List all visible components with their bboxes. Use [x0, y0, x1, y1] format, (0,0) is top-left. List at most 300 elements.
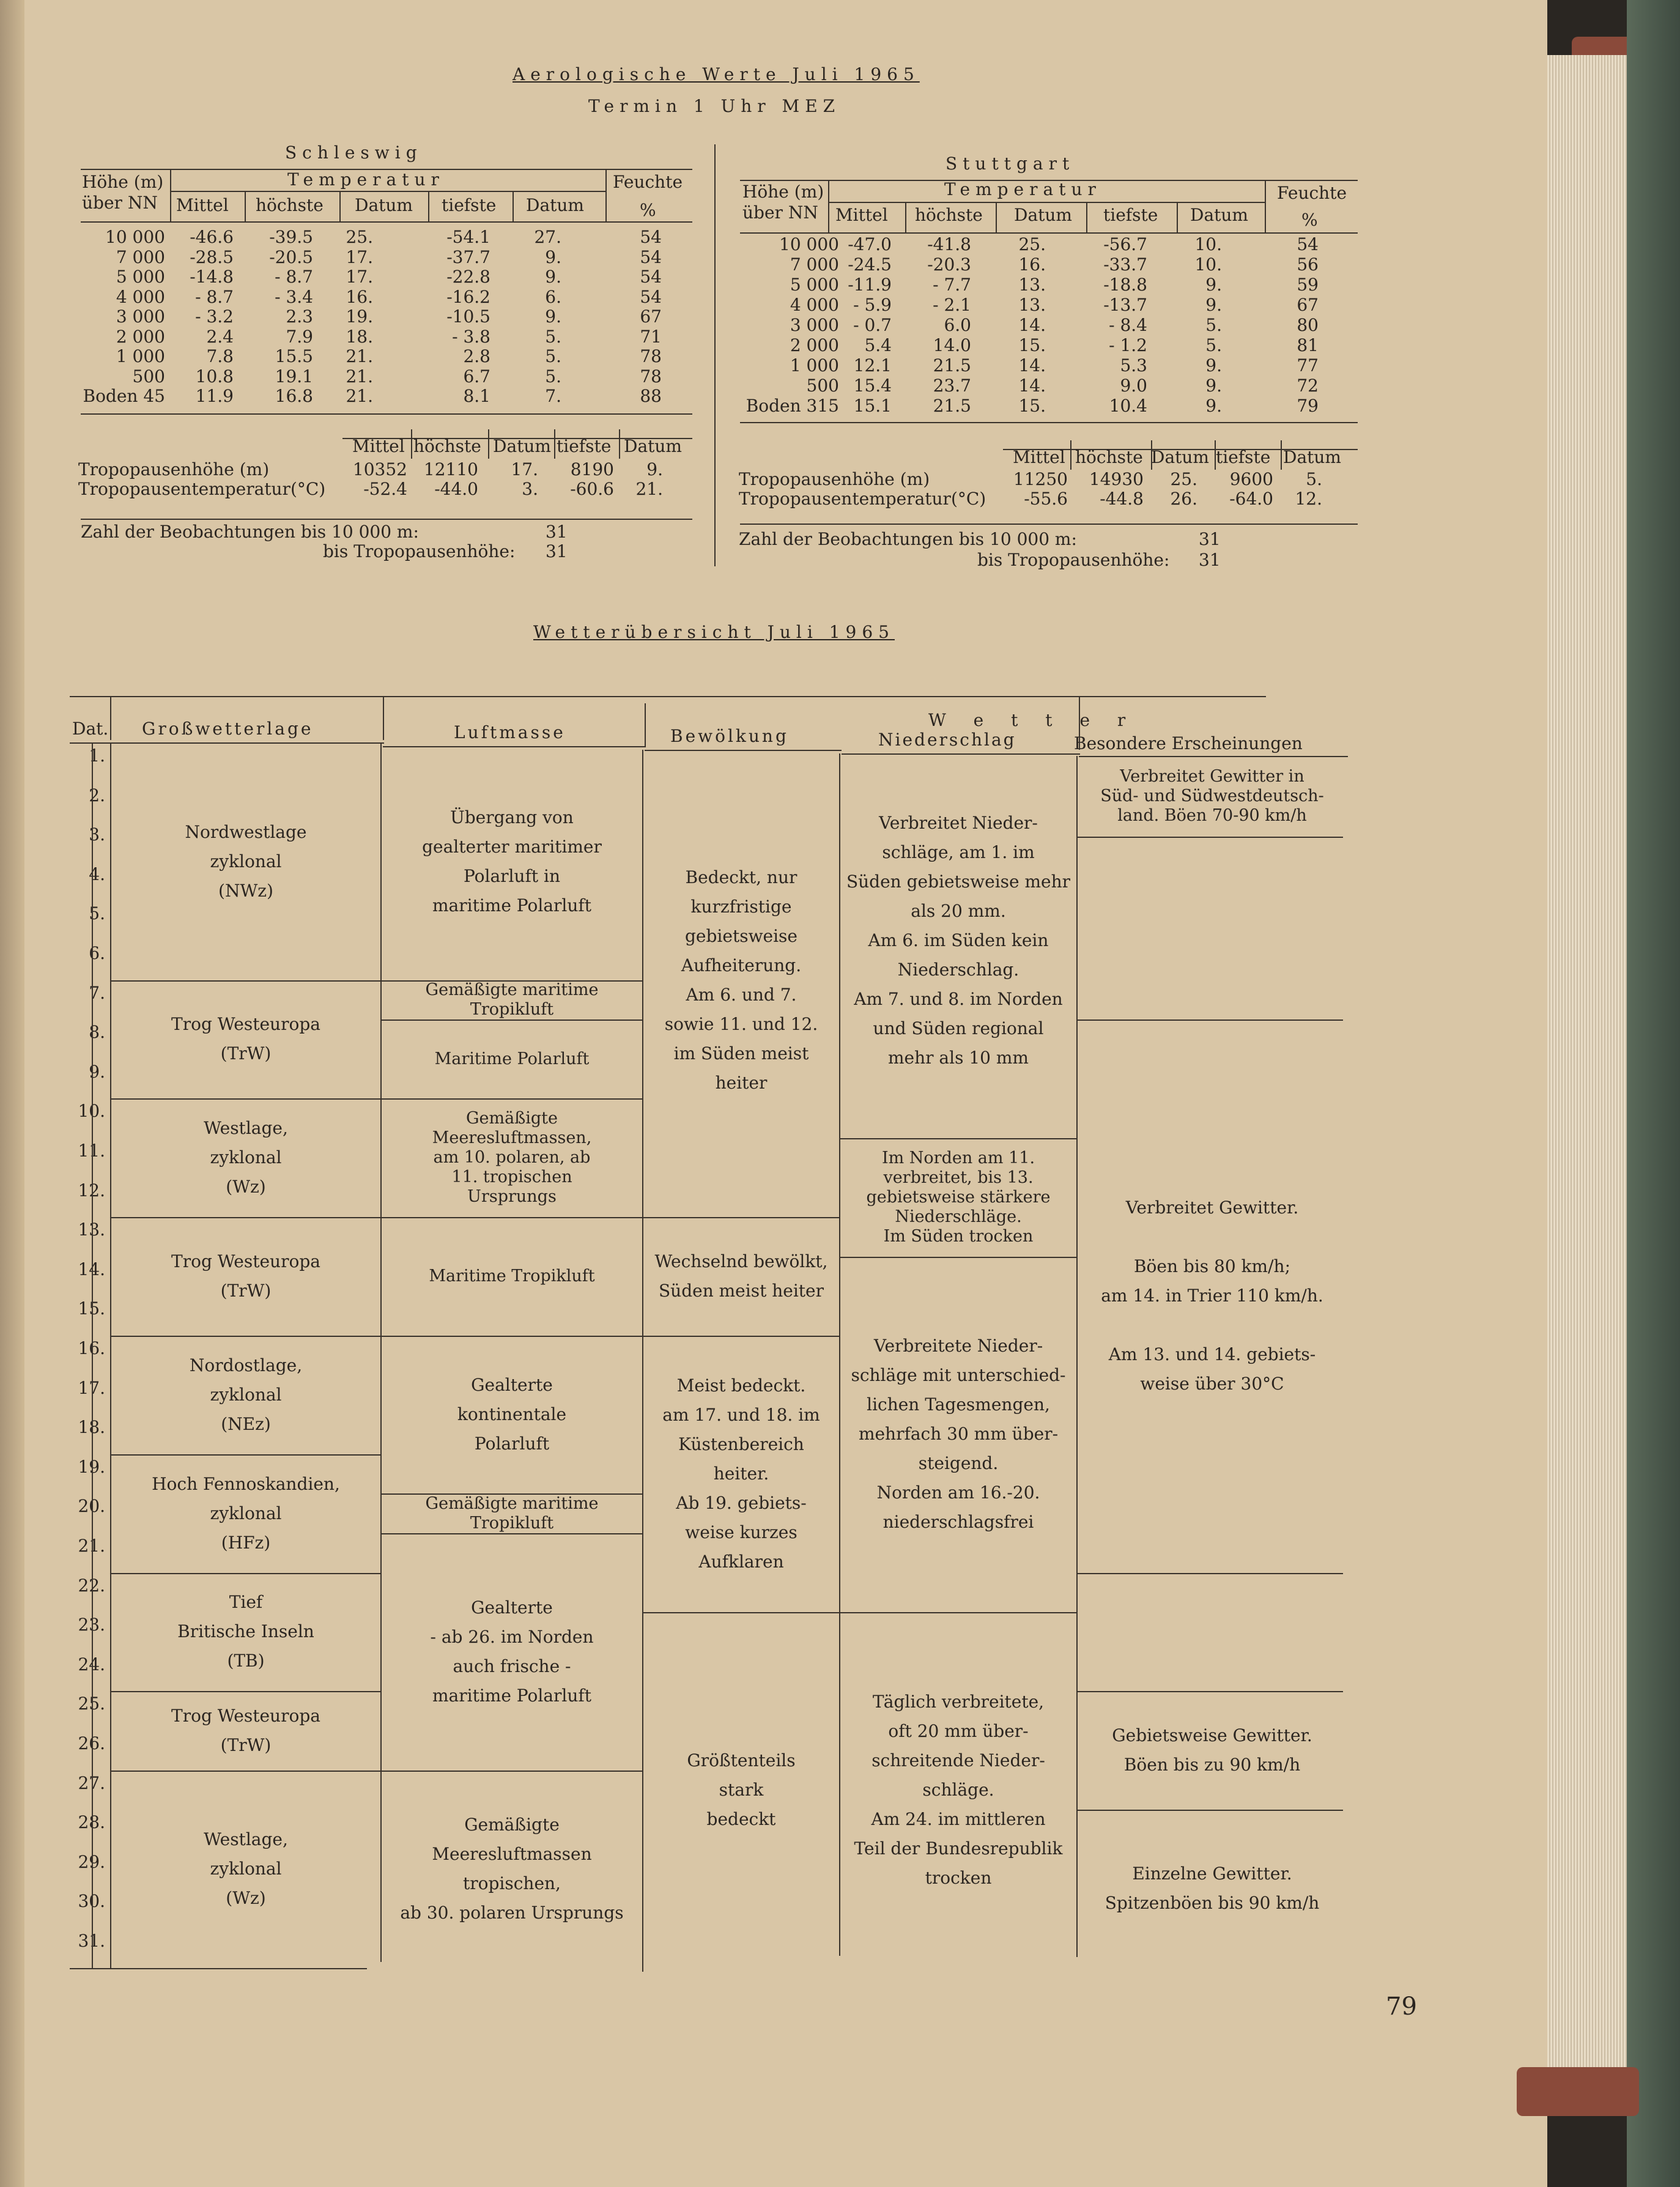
value-cell: 54: [1297, 234, 1319, 254]
rule: [339, 191, 341, 221]
rule: [642, 750, 643, 1972]
value-cell: -37.7: [446, 246, 490, 267]
gross-text: Tief Britische Inseln (TB): [177, 1592, 314, 1671]
obs-value: 31: [1199, 550, 1221, 570]
nieder-cell: [842, 1257, 1075, 1612]
value-cell: - 3.2: [195, 306, 234, 327]
bew-text: Größtenteils stark bedeckt: [687, 1750, 796, 1829]
rule: [740, 232, 1358, 234]
bew-cell: [645, 1336, 838, 1612]
value-cell: - 8.4: [1109, 315, 1147, 335]
value-cell: 78: [640, 366, 662, 387]
value-cell: -20.5: [269, 246, 313, 267]
rule: [1076, 1573, 1343, 1574]
value-cell: 59: [1297, 275, 1319, 295]
obs-label: Zahl der Beobachtungen bis 10 000 m:: [81, 522, 419, 542]
value-cell: -16.2: [446, 286, 490, 307]
value-cell: 67: [1297, 295, 1319, 315]
date-label: 1.: [89, 746, 105, 766]
value-cell: 54: [640, 246, 662, 267]
gross-text: Trog Westeuropa (TrW): [171, 1705, 320, 1755]
tp-temp-label: Tropopausentemperatur(°C): [78, 479, 326, 499]
bew-text: Wechselnd bewölkt, Süden meist heiter: [654, 1251, 828, 1301]
value-cell: 16.8: [275, 386, 313, 406]
value-cell: -33.7: [1103, 254, 1147, 275]
tp-height-label: Tropopausenhöhe (m): [78, 459, 270, 479]
date-label: 20.: [78, 1496, 105, 1517]
rule: [380, 742, 382, 1962]
value-cell: 2.4: [206, 326, 234, 347]
value-cell: 5.: [1205, 315, 1222, 335]
date-label: 30.: [78, 1891, 105, 1912]
nieder-cell: [842, 743, 1075, 1138]
header-grosswetterlage: Großwetterlage: [142, 719, 314, 739]
value-cell: 56: [1297, 254, 1319, 275]
value-cell: 7.: [545, 386, 561, 406]
gross-text: Westlage, zyklonal (Wz): [204, 1829, 288, 1909]
value-cell: 21.: [346, 346, 373, 366]
tp-value: -60.6: [570, 479, 614, 499]
value-cell: - 8.7: [195, 286, 234, 307]
value-cell: 15.5: [275, 346, 313, 366]
value-cell: 12.1: [853, 355, 892, 376]
date-label: 9.: [89, 1061, 105, 1082]
date-label: 21.: [78, 1536, 105, 1556]
value-cell: 7.9: [286, 326, 313, 347]
value-cell: 14.0: [933, 335, 971, 355]
header-temperatur: Temperatur: [287, 169, 445, 190]
value-cell: 72: [1297, 376, 1319, 396]
gross-cell: [113, 1691, 379, 1770]
rule: [81, 519, 692, 520]
date-label: 5.: [89, 903, 105, 924]
rule: [839, 753, 840, 1956]
height-cell: 3 000: [790, 315, 839, 335]
date-label: 19.: [78, 1456, 105, 1477]
date-label: 11.: [78, 1141, 105, 1161]
height-cell: 5 000: [116, 267, 165, 287]
rule: [619, 429, 620, 459]
col-hoechste: höchste: [256, 195, 324, 215]
value-cell: 77: [1297, 355, 1319, 376]
rule: [554, 429, 555, 459]
tp-value: 25.: [1170, 469, 1197, 489]
date-label: 6.: [89, 943, 105, 963]
value-cell: 25.: [346, 227, 373, 247]
rule: [1076, 837, 1343, 838]
luft-text: Gealterte - ab 26. im Norden auch frische - maritime Polarluft: [430, 1597, 594, 1706]
rule: [411, 429, 412, 459]
value-cell: 15.: [1018, 396, 1046, 416]
header-hoehe: Höhe (m): [82, 172, 164, 192]
tp-col-header: Datum: [624, 436, 682, 456]
value-cell: 9.: [1205, 355, 1222, 376]
value-cell: -10.5: [446, 306, 490, 327]
luft-cell: [383, 1771, 641, 1968]
height-cell: Boden 45: [83, 386, 165, 406]
rule: [1076, 1810, 1343, 1811]
tp-value: 5.: [1306, 469, 1322, 489]
gross-text: Westlage, zyklonal (Wz): [204, 1118, 288, 1197]
date-label: 13.: [78, 1219, 105, 1240]
rule: [1076, 756, 1078, 1957]
value-cell: 15.1: [853, 396, 892, 416]
value-cell: - 0.7: [853, 315, 892, 335]
luft-cell: [383, 1533, 641, 1771]
value-cell: 21.5: [933, 355, 971, 376]
value-cell: 80: [1297, 315, 1319, 335]
nieder-text: Verbreitet Nieder- schläge, am 1. im Süden gebietsweise mehr als 20 mm. Am 6. im Süden kein Niederschlag. Am 7. und 8. im Norden und Süden regional mehr als 10 mm: [846, 813, 1071, 1068]
value-cell: 6.: [545, 286, 561, 307]
rule: [1079, 697, 1080, 750]
value-cell: 6.7: [463, 366, 490, 387]
value-cell: 10.4: [1109, 396, 1147, 416]
tp-value: -44.8: [1100, 489, 1144, 509]
value-cell: 67: [640, 306, 662, 327]
date-label: 15.: [78, 1298, 105, 1319]
tp-value: -52.4: [363, 479, 407, 499]
date-label: 26.: [78, 1733, 105, 1753]
value-cell: 27.: [534, 227, 561, 247]
luft-cell: [383, 1217, 641, 1336]
value-cell: 5.: [545, 366, 561, 387]
rule: [383, 696, 384, 740]
tp-col-header: tiefste: [1216, 447, 1271, 467]
gross-text: Nordwestlage zyklonal (NWz): [185, 821, 307, 901]
luft-cell: [383, 1019, 641, 1098]
tp-value: 14930: [1089, 469, 1144, 489]
value-cell: -18.8: [1103, 275, 1147, 295]
col-datum: Datum: [355, 195, 413, 215]
date-label: 24.: [78, 1654, 105, 1674]
value-cell: -22.8: [446, 267, 490, 287]
rule: [171, 191, 605, 192]
tp-height-label: Tropopausenhöhe (m): [739, 469, 930, 489]
bew-cell: [645, 1217, 838, 1336]
gross-text: Hoch Fennoskandien, zyklonal (HFz): [152, 1473, 340, 1553]
date-label: 10.: [78, 1101, 105, 1122]
value-cell: 8.1: [463, 386, 490, 406]
date-label: 2.: [89, 785, 105, 805]
tp-value: 9.: [646, 459, 663, 479]
value-cell: 14.: [1018, 355, 1046, 376]
bew-text: Bedeckt, nur kurzfristige gebietsweise Aufheiterung. Am 6. und 7. sowie 11. und 12. im Süden meist heiter: [664, 867, 818, 1093]
besondere-text: Einzelne Gewitter. Spitzenböen bis 90 km/h: [1105, 1863, 1320, 1914]
luft-text: Gemäßigte maritime Tropikluft: [425, 1493, 599, 1533]
value-cell: 9.: [545, 306, 561, 327]
value-cell: -39.5: [269, 227, 313, 247]
gross-text: Nordostlage, zyklonal (NEz): [189, 1355, 303, 1434]
column-divider: [714, 144, 716, 566]
obs-label: bis Tropopausenhöhe:: [977, 550, 1170, 570]
date-label: 3.: [89, 824, 105, 845]
value-cell: -41.8: [927, 234, 971, 254]
header-niederschlag: Niederschlag: [878, 730, 1016, 750]
gross-cell: [113, 743, 379, 980]
value-cell: 21.: [346, 386, 373, 406]
value-cell: 54: [640, 227, 662, 247]
gross-cell: [113, 1454, 379, 1573]
nieder-text: Verbreitete Nieder- schläge mit unterschied- lichen Tagesmengen, mehrfach 30 mm über- steigend. Norden am 16.-20. niederschlagsfrei: [851, 1336, 1066, 1533]
height-cell: 10 000: [105, 227, 165, 247]
col-tiefste: tiefste: [1103, 205, 1158, 225]
value-cell: 21.: [346, 366, 373, 387]
value-cell: 9.0: [1120, 376, 1147, 396]
value-cell: - 8.7: [275, 267, 313, 287]
luft-text: Maritime Polarluft: [434, 1049, 590, 1068]
rule: [81, 221, 692, 223]
nieder-text: Im Norden am 11. verbreitet, bis 13. gebietsweise stärkere Niederschläge. Im Süden trocken: [866, 1148, 1051, 1246]
header-percent: %: [640, 200, 656, 220]
header-bewoelkung: Bewölkung: [670, 726, 789, 746]
value-cell: 13.: [1018, 275, 1046, 295]
value-cell: -24.5: [848, 254, 892, 275]
besondere-text: Verbreitet Gewitter in Süd- und Südwestdeutsch- land. Böen 70-90 km/h: [1100, 767, 1324, 825]
rule: [645, 703, 646, 746]
value-cell: 17.: [346, 246, 373, 267]
nieder-text: Täglich verbreitete, oft 20 mm über- schreitende Nieder- schläge. Am 24. im mittleren Teil der Bundesrepublik trocken: [854, 1691, 1063, 1888]
rule: [110, 696, 111, 740]
value-cell: - 3.4: [275, 286, 313, 307]
gross-cell: [113, 1573, 379, 1692]
height-cell: 4 000: [790, 295, 839, 315]
value-cell: 14.: [1018, 376, 1046, 396]
height-cell: Boden 315: [746, 396, 839, 416]
luft-text: Gemäßigte Meeresluftmassen, am 10. polaren, ab 11. tropischen Ursprungs: [432, 1109, 592, 1207]
rule: [92, 742, 93, 1968]
rule: [488, 429, 489, 459]
value-cell: - 3.8: [452, 326, 490, 347]
tp-col-header: Datum: [493, 436, 551, 456]
header-luftmasse: Luftmasse: [454, 722, 566, 742]
value-cell: 14.: [1018, 315, 1046, 335]
header-percent: %: [1301, 210, 1318, 230]
bew-cell: [645, 743, 838, 1217]
date-label: 17.: [78, 1377, 105, 1398]
height-cell: 7 000: [790, 254, 839, 275]
value-cell: 16.: [1018, 254, 1046, 275]
date-label: 22.: [78, 1575, 105, 1596]
value-cell: 16.: [346, 286, 373, 307]
header-hoehe: Höhe (m): [742, 182, 824, 202]
value-cell: 21.5: [933, 396, 971, 416]
rule: [828, 180, 829, 232]
header-feuchte: Feuchte: [613, 172, 683, 192]
tp-value: 17.: [511, 459, 538, 479]
rule: [605, 169, 607, 221]
date-label: 23.: [78, 1615, 105, 1635]
date-label: 27.: [78, 1772, 105, 1793]
rule: [740, 422, 1358, 423]
rule: [513, 191, 514, 221]
value-cell: 15.4: [853, 376, 892, 396]
col-tiefste: tiefste: [442, 195, 497, 215]
rule: [70, 1968, 367, 1969]
rule: [740, 524, 1358, 525]
rule: [1281, 440, 1282, 470]
header-ueber-nn: über NN: [742, 202, 818, 223]
value-cell: 23.7: [933, 376, 971, 396]
value-cell: 9.: [1205, 295, 1222, 315]
tp-value: 21.: [635, 479, 663, 499]
value-cell: 88: [640, 386, 662, 406]
value-cell: 9.: [545, 267, 561, 287]
value-cell: 5.3: [1120, 355, 1147, 376]
gross-cell: [113, 1098, 379, 1217]
rule: [1151, 440, 1152, 470]
date-label: 12.: [78, 1180, 105, 1201]
tp-value: 8190: [570, 459, 614, 479]
rule: [1076, 1019, 1343, 1021]
page-number: 79: [1386, 1993, 1417, 2021]
value-cell: 5.: [545, 326, 561, 347]
value-cell: 78: [640, 346, 662, 366]
luft-cell: [383, 1493, 641, 1533]
header-besondere: Besondere Erscheinungen: [1074, 733, 1303, 753]
besondere-cell: [1079, 1691, 1345, 1810]
tp-value: 26.: [1170, 489, 1197, 509]
luft-text: Maritime Tropikluft: [429, 1267, 595, 1286]
luft-cell: [383, 1098, 641, 1217]
value-cell: 54: [640, 286, 662, 307]
rule: [245, 191, 246, 221]
gross-cell: [113, 1217, 379, 1336]
obs-value: 31: [546, 522, 568, 542]
book-cover: [1627, 0, 1680, 2187]
besondere-cell: [1079, 1019, 1345, 1572]
besondere-cell: [1079, 756, 1345, 837]
value-cell: 2.3: [286, 306, 313, 327]
gross-text: Trog Westeuropa (TrW): [171, 1014, 320, 1064]
height-cell: 500: [132, 366, 165, 387]
tp-value: 3.: [522, 479, 538, 499]
height-cell: 10 000: [779, 234, 839, 254]
value-cell: 10.: [1194, 254, 1222, 275]
luft-cell: [383, 1336, 641, 1493]
height-cell: 4 000: [116, 286, 165, 307]
header-wetter: W e t t e r: [928, 710, 1137, 730]
value-cell: 19.: [346, 306, 373, 327]
obs-value: 31: [546, 541, 568, 561]
value-cell: 19.1: [275, 366, 313, 387]
obs-label: Zahl der Beobachtungen bis 10 000 m:: [739, 529, 1077, 549]
col-datum: Datum: [526, 195, 584, 215]
value-cell: 5.4: [864, 335, 892, 355]
value-cell: -47.0: [848, 234, 892, 254]
luft-text: Gemäßigte maritime Tropikluft: [425, 980, 599, 1019]
value-cell: 79: [1297, 396, 1319, 416]
col-mittel: Mittel: [835, 205, 888, 225]
value-cell: 9.: [545, 246, 561, 267]
value-cell: 10.: [1194, 234, 1222, 254]
tp-col-header: Datum: [1151, 447, 1209, 467]
rule: [428, 191, 429, 221]
value-cell: 25.: [1018, 234, 1046, 254]
gross-cell: [113, 980, 379, 1099]
wetter-title: Wetterübersicht Juli 1965: [533, 622, 895, 642]
obs-value: 31: [1199, 529, 1221, 549]
besondere-cell: [1079, 1810, 1345, 1967]
height-cell: 2 000: [790, 335, 839, 355]
date-label: 4.: [89, 864, 105, 884]
date-label: 28.: [78, 1812, 105, 1833]
value-cell: 11.9: [195, 386, 234, 406]
tp-value: 9600: [1229, 469, 1273, 489]
nieder-cell: [842, 1138, 1075, 1257]
rule: [1177, 202, 1178, 232]
value-cell: 6.0: [944, 315, 971, 335]
value-cell: -56.7: [1103, 234, 1147, 254]
luft-cell: [383, 980, 641, 1020]
bew-text: Meist bedeckt. am 17. und 18. im Küstenbereich heiter. Ab 19. gebiets- weise kurzes Aufklaren: [662, 1375, 820, 1572]
date-label: 29.: [78, 1851, 105, 1872]
value-cell: 81: [1297, 335, 1319, 355]
tp-value: -64.0: [1229, 489, 1273, 509]
tp-value: 12.: [1295, 489, 1322, 509]
tp-value: 12110: [423, 459, 478, 479]
value-cell: -13.7: [1103, 295, 1147, 315]
luft-text: Gealterte kontinentale Polarluft: [457, 1375, 567, 1454]
value-cell: -20.3: [927, 254, 971, 275]
gross-cell: [113, 1336, 379, 1454]
value-cell: 2.8: [463, 346, 490, 366]
tp-value: 10352: [352, 459, 407, 479]
col-datum: Datum: [1014, 205, 1072, 225]
height-cell: 500: [806, 376, 839, 396]
value-cell: 17.: [346, 267, 373, 287]
tp-col-header: Datum: [1283, 447, 1341, 467]
tp-value: -55.6: [1024, 489, 1068, 509]
cover-corner-bottom: [1517, 2067, 1639, 2116]
obs-label: bis Tropopausenhöhe:: [323, 541, 516, 561]
tp-value: 11250: [1013, 469, 1068, 489]
col-hoechste: höchste: [915, 205, 983, 225]
page-edges: [1547, 55, 1627, 2092]
height-cell: 1 000: [116, 346, 165, 366]
aero-title: Aerologische Werte Juli 1965: [513, 64, 920, 84]
value-cell: - 2.1: [933, 295, 971, 315]
page-gutter: [0, 0, 24, 2187]
value-cell: 15.: [1018, 335, 1046, 355]
rule: [829, 202, 1265, 203]
rule: [1070, 440, 1071, 470]
rule: [905, 202, 906, 232]
value-cell: 9.: [1205, 396, 1222, 416]
value-cell: 71: [640, 326, 662, 347]
date-label: 7.: [89, 982, 105, 1003]
station-name: Schleswig: [285, 142, 423, 163]
value-cell: 10.8: [195, 366, 234, 387]
date-label: 16.: [78, 1338, 105, 1358]
header-ueber-nn: über NN: [82, 193, 158, 213]
tp-temp-label: Tropopausentemperatur(°C): [739, 489, 986, 509]
value-cell: - 7.7: [933, 275, 971, 295]
value-cell: 5.: [545, 346, 561, 366]
header-dat: Dat.: [72, 719, 109, 739]
rule: [110, 742, 111, 1968]
value-cell: - 1.2: [1109, 335, 1147, 355]
rule: [170, 169, 171, 221]
value-cell: -54.1: [446, 227, 490, 247]
station-name: Stuttgart: [945, 154, 1075, 174]
col-datum: Datum: [1190, 205, 1248, 225]
value-cell: 54: [640, 267, 662, 287]
col-mittel: Mittel: [176, 195, 229, 215]
height-cell: 2 000: [116, 326, 165, 347]
bew-cell: [645, 1612, 838, 1967]
luft-text: Übergang von gealterter maritimer Polarluft in maritime Polarluft: [422, 807, 602, 916]
tp-col-header: höchste: [1075, 447, 1143, 467]
